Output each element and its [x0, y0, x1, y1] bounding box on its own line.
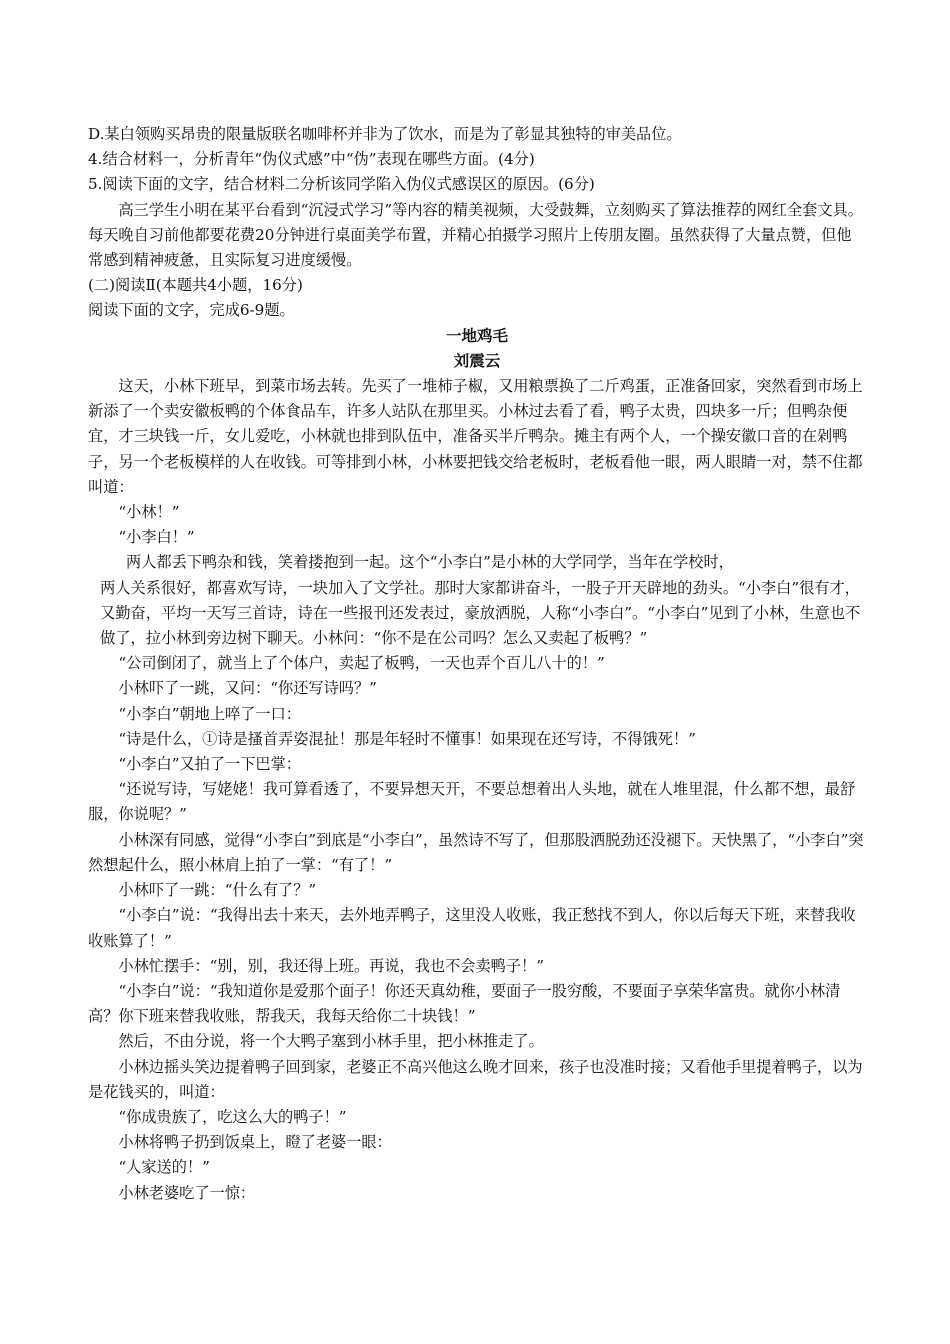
story-paragraph: “小李白”又拍了一下巴掌： — [118, 755, 301, 774]
story-author: 刘震云 — [453, 351, 501, 370]
story-paragraph: 小林深有同感，觉得“小李白”到底是“小李白”，虽然诗不写了，但那股洒脱劲还没褪下。天快黑了，“小李白”突然想起什么，照小林肩上拍了一掌：“有了！” — [88, 830, 864, 874]
story-title: 一地鸡毛 — [445, 326, 508, 345]
story-paragraph: “诗是什么，①诗是搔首弄姿混扯！那是年轻时不懂事！如果现在还写诗，不得饿死！” — [118, 729, 696, 748]
option-d: D.某白领购买昂贵的限量版联名咖啡杯并非为了饮水，而是为了彰显其独特的审美品位。 — [88, 125, 682, 143]
story-paragraph: “小李白！” — [118, 528, 195, 547]
story-paragraph: 小林忙摆手：“别，别，我还得上班。再说，我也不会卖鸭子！” — [118, 956, 544, 975]
story-paragraph: “人家送的！” — [118, 1158, 210, 1177]
question-5-material: 高三学生小明在某平台看到“沉浸式学习”等内容的精美视频，大受鼓舞，立刻购买了算法推荐的网红全套文具。每天晚自习前他都要花费20分钟进行桌面美学布置，并精心拍摄学习照片上传朋友圈。虽然获得了大量点赞，但他常感到精神疲惫，且实际复习进度缓慢。 — [88, 200, 863, 270]
story-paragraph: 小林吓了一跳，又问：“你还写诗吗？” — [118, 679, 377, 698]
story-paragraph: “你成贵族了，吃这么大的鸭子！” — [118, 1107, 347, 1126]
story-paragraph: 然后，不由分说，将一个大鸭子塞到小林手里，把小林推走了。 — [118, 1032, 544, 1051]
story-paragraph: 两人关系很好，都喜欢写诗，一块加入了文学社。那时大家都讲奋斗，一股子开天辟地的劲头。“小李白”很有才，又勤奋，平均一天写三首诗，诗在一些报刊还发表过，豪放洒脱，人称“小李白”。“小李白”见到了小林，生意也不做了，拉小林到旁边树下聊天。小林问：“你不是在公司吗？怎么又卖起了板鸭？” — [100, 578, 861, 648]
story-paragraph: 这天，小林下班早，到菜市场去转。先买了一堆柿子椒，又用粮票换了二斤鸡蛋，正准备回家，突然看到市场上新添了一个卖安徽板鸭的个体食品车，许多人站队在那里买。小林过去看了看，鸭子太贵，四块多一斤；但鸭杂便宜，才三块钱一斤，女儿爱吃，小林就也排到队伍中，准备买半斤鸭杂。摊主有两个人，一个操安徽口音的在剁鸭子，另一个老板模样的人在收钱。可等排到小林，小林要把钱交给老板时，老板看他一眼，两人眼睛一对，禁不住都叫道： — [88, 377, 863, 496]
document-page — [88, 122, 866, 1206]
story-paragraph: “小林！” — [118, 503, 180, 522]
question-4: 4.结合材料一，分析青年“伪仪式感”中“伪”表现在哪些方面。(4分) — [88, 150, 535, 169]
story-paragraph: “小李白”说：“我得出去十来天，去外地弄鸭子，这里没人收账，我正愁找不到人，你以后每天下班，来替我收收账算了！” — [88, 906, 856, 950]
section-heading: (二)阅读Ⅱ(本题共4小题，16分) — [88, 276, 303, 295]
story-paragraph: “小李白”朝地上啐了一口： — [118, 704, 301, 723]
story-paragraph: “小李白”说：“我知道你是爱那个面子！你还天真幼稚，要面子一股穷酸，不要面子享荣华富贵。就你小林清高？你下班来替我收账，帮我天，我每天给你二十块钱！” — [88, 981, 841, 1026]
question-5: 5.阅读下面的文字，结合材料二分析该同学陷入伪仪式感误区的原因。(6分) — [88, 175, 595, 194]
story-paragraph: 小林吓了一跳：“什么有了？” — [118, 881, 317, 900]
story-paragraph: “公司倒闭了，就当上了个体户，卖起了板鸭，一天也弄个百儿八十的！” — [118, 654, 605, 673]
story-paragraph: 小林边摇头笑边提着鸭子回到家，老婆正不高兴他这么晚才回来，孩子也没准时接；又看他手里提着鸭子，以为是花钱买的，叫道： — [88, 1057, 863, 1101]
story-paragraph: 两人都丢下鸭杂和钱，笑着搂抱到一起。这个“小李白”是小林的大学同学，当年在学校时， — [126, 553, 734, 572]
section-instruction: 阅读下面的文字，完成6-9题。 — [88, 301, 295, 320]
story-paragraph: “还说写诗，写姥姥！我可算看透了，不要异想天开，不要总想着出人头地，就在人堆里混，什么都不想，最舒服，你说呢？” — [88, 780, 856, 824]
story-paragraph: 小林老婆吃了一惊： — [118, 1183, 256, 1202]
story-paragraph: 小林将鸭子扔到饭桌上，瞪了老婆一眼： — [118, 1133, 392, 1152]
